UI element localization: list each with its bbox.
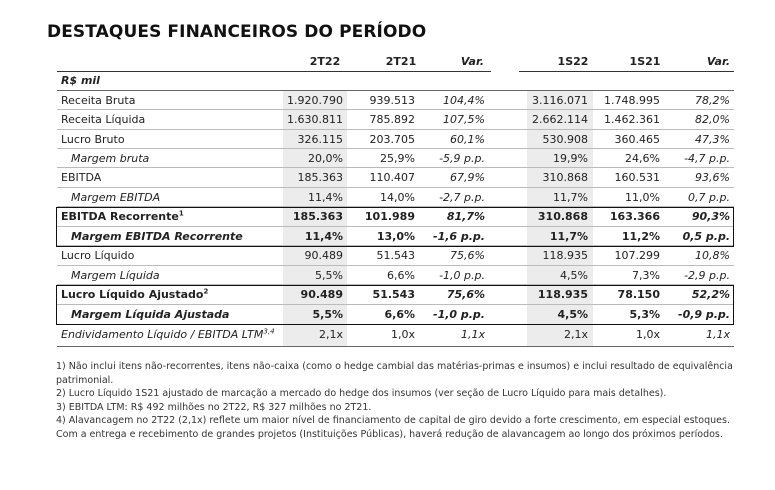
table-cell: 11,4%	[308, 191, 343, 204]
col-header-1s21: 1S21	[629, 55, 661, 68]
table-cell: 60,1%	[450, 133, 485, 146]
table-cell: 67,9%	[450, 171, 485, 184]
table-cell: -1,0 p.p.	[433, 308, 485, 321]
table-cell: 7,3%	[632, 269, 660, 282]
table-cell: 24,6%	[625, 152, 660, 165]
table-row	[0, 168, 775, 187]
row-label: Lucro Bruto	[61, 133, 125, 146]
table-cell: -4,7 p.p.	[684, 152, 730, 165]
footnote-4: 4) Alavancagem no 2T22 (2,1x) reflete um maior nível de financiamento de capital de giro devido a forte crescimento, em especial estoques. Com a entrega e recebimento de grandes projetos (Instituições Públicas), haverá redução de alavancagem ao longo dos próximos períodos.	[56, 415, 730, 440]
table-cell: 118.935	[542, 249, 588, 262]
table-cell: 310.868	[537, 210, 588, 223]
table-cell: 530.908	[542, 133, 588, 146]
table-cell: 11,0%	[625, 191, 660, 204]
col-header-2t21: 2T21	[385, 55, 417, 68]
table-cell: 81,7%	[446, 210, 485, 223]
table-bottom-rule	[57, 346, 734, 347]
footnote-ref: 1	[178, 209, 184, 218]
row-label: Margem EBITDA	[71, 191, 161, 204]
table-cell: 5,3%	[629, 308, 660, 321]
table-cell: 0,7 p.p.	[688, 191, 730, 204]
table-cell: 3.116.071	[532, 94, 588, 107]
table-cell: 5,5%	[315, 269, 343, 282]
table-cell: 93,6%	[695, 171, 730, 184]
table-cell: 5,5%	[312, 308, 343, 321]
col-header-1s22: 1S22	[557, 55, 589, 68]
table-cell: 51.543	[372, 288, 415, 301]
table-cell: 75,6%	[446, 288, 485, 301]
table-cell: 11,7%	[549, 230, 588, 243]
table-cell: 10,8%	[695, 249, 730, 262]
table-row	[0, 130, 775, 149]
table-cell: 20,0%	[308, 152, 343, 165]
table-cell: 1,0x	[390, 328, 415, 341]
table-cell: 51.543	[376, 249, 415, 262]
footnote-3: 3) EBITDA LTM: R$ 492 milhões no 2T22, R$ 327 milhões no 2T21.	[56, 401, 372, 413]
table-cell: -2,9 p.p.	[684, 269, 730, 282]
table-cell: 90.489	[304, 249, 343, 262]
table-row	[0, 188, 775, 207]
table-cell: 326.115	[297, 133, 343, 146]
unit-label: R$ mil	[61, 74, 100, 87]
table-cell: -0,9 p.p.	[678, 308, 730, 321]
table-cell: 2,1x	[563, 328, 588, 341]
table-cell: 52,2%	[691, 288, 730, 301]
footnote-ref: 3,4	[263, 327, 275, 336]
table-cell: -5,9 p.p.	[439, 152, 485, 165]
table-cell: 11,2%	[621, 230, 660, 243]
table-cell: 90.489	[300, 288, 343, 301]
table-cell: 360.465	[614, 133, 660, 146]
table-cell: 4,5%	[557, 308, 588, 321]
table-cell: 47,3%	[695, 133, 730, 146]
table-cell: 78.150	[617, 288, 660, 301]
table-cell: 107.299	[614, 249, 660, 262]
unit-row	[0, 71, 775, 90]
table-cell: 11,4%	[304, 230, 343, 243]
col-header-var-quarter: Var.	[460, 55, 484, 68]
footnote-1: 1) Não inclui itens não-recorrentes, itens não-caixa (como o hedge cambial das matérias-primas e insumos) e inclui resultado de equivalência patrimonial.	[56, 361, 733, 386]
table-row	[0, 91, 775, 110]
table-row	[0, 110, 775, 129]
table-cell: 163.366	[609, 210, 660, 223]
table-cell: 310.868	[542, 171, 588, 184]
table-cell: 78,2%	[695, 94, 730, 107]
row-label: Receita Bruta	[61, 94, 136, 107]
table-cell: 107,5%	[443, 113, 485, 126]
table-cell: 118.935	[537, 288, 588, 301]
table-cell: 185.363	[297, 171, 343, 184]
ebitda-recorrente-box	[56, 207, 734, 247]
footnotes	[56, 360, 746, 441]
table-row	[0, 325, 775, 344]
table-row	[0, 246, 775, 265]
table-cell: 19,9%	[553, 152, 588, 165]
table-cell: 2,1x	[318, 328, 343, 341]
table-cell: 14,0%	[380, 191, 415, 204]
table-cell: 25,9%	[380, 152, 415, 165]
row-label: Margem EBITDA Recorrente	[71, 230, 243, 243]
table-cell: -2,7 p.p.	[439, 191, 485, 204]
table-cell: 1,1x	[705, 328, 730, 341]
table-cell: 2.662.114	[532, 113, 588, 126]
col-header-var-semester: Var.	[706, 55, 730, 68]
table-cell: 185.363	[292, 210, 343, 223]
table-cell: 1.462.361	[604, 113, 660, 126]
table-cell: 1.748.995	[604, 94, 660, 107]
table-cell: 82,0%	[695, 113, 730, 126]
table-cell: 13,0%	[376, 230, 415, 243]
table-cell: 6,6%	[384, 308, 415, 321]
table-cell: 104,4%	[443, 94, 485, 107]
row-label: Receita Líquida	[61, 113, 146, 126]
row-label: EBITDA	[61, 171, 102, 184]
table-cell: 160.531	[614, 171, 660, 184]
table-cell: 101.989	[364, 210, 415, 223]
table-row	[0, 266, 775, 285]
row-label: Endividamento Líquido / EBITDA LTM$^{3,4}$	[61, 327, 275, 341]
row-label: Margem Líquida Ajustada	[71, 308, 230, 321]
table-cell: -1,0 p.p.	[439, 269, 485, 282]
table-cell: 1,1x	[460, 328, 485, 341]
table-cell: 1,0x	[635, 328, 660, 341]
row-label: Lucro Líquido Ajustado$^2$	[61, 287, 209, 301]
table-cell: 1.630.811	[287, 113, 343, 126]
row-label: EBITDA Recorrente$^1$	[61, 209, 184, 223]
table-row	[0, 149, 775, 168]
table-cell: 4,5%	[560, 269, 588, 282]
row-label: Lucro Líquido	[61, 249, 135, 262]
page-title: DESTAQUES FINANCEIROS DO PERÍODO	[47, 22, 427, 42]
row-label: Margem bruta	[71, 152, 150, 165]
table-cell: 11,7%	[553, 191, 588, 204]
footnote-2: 2) Lucro Líquido 1S21 ajustado de marcação a mercado do hedge dos insumos (ver seção de Lucro Líquido para mais detalhes).	[56, 388, 667, 399]
table-cell: 110.407	[369, 171, 415, 184]
table-cell: 75,6%	[450, 249, 485, 262]
col-header-2t22: 2T22	[309, 55, 341, 68]
table-cell: 785.892	[369, 113, 415, 126]
table-cell: 6,6%	[387, 269, 415, 282]
row-label: Margem Líquida	[71, 269, 160, 282]
table-cell: 90,3%	[691, 210, 730, 223]
table-cell: 1.920.790	[287, 94, 343, 107]
table-cell: -1,6 p.p.	[433, 230, 485, 243]
table-cell: 0,5 p.p.	[682, 230, 730, 243]
table-cell: 203.705	[369, 133, 415, 146]
lucro-ajustado-box	[56, 285, 734, 325]
table-cell: 939.513	[369, 94, 415, 107]
footnote-ref: 2	[203, 287, 209, 296]
